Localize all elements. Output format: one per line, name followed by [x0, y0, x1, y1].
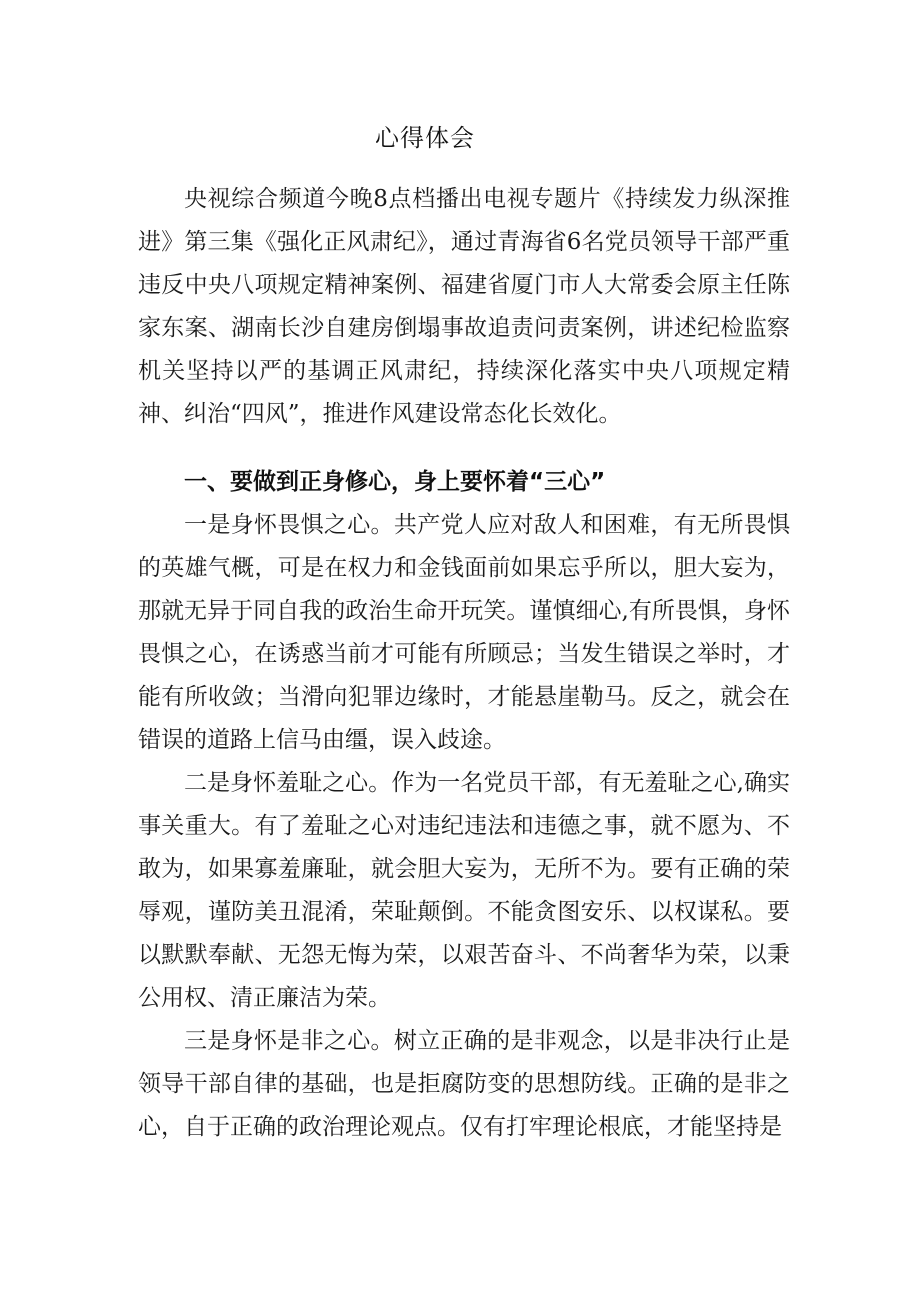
paragraph-right-wrong: 三是身怀是非之心。树立正确的是非观念，以是非决行止是领导干部自律的基础，也是拒腐防变的思想防线。正确的是非之心，自于正确的政治理论观点。仅有打牢理论根底，才能坚持是	[138, 1028, 790, 1140]
document-title: 心得体会	[375, 124, 475, 152]
section-heading: 一、要做到正身修心，身上要怀着“三心”	[184, 469, 606, 495]
paragraph-fear: 一是身怀畏惧之心。共产党人应对敌人和困难，有无所畏惧的英雄气概，可是在权力和金钱面前如果忘乎所以，胆大妄为，那就无异于同自我的政治生命开玩笑。谨慎细心,有所畏惧，身怀畏惧之心，在诱惑当前才可能有所顾忌；当发生错误之举时，才能有所收敛；当滑向犯罪边缘时，才能悬崖勒马。反之，就会在错误的道路上信马由缰，误入歧途。	[138, 512, 790, 753]
intro-paragraph: 央视综合频道今晚8点档播出电视专题片《持续发力纵深推进》第三集《强化正风肃纪》，通过青海省6名党员领导干部严重违反中央八项规定精神案例、福建省厦门市人大常委会原主任陈家东案、湖南长沙自建房倒塌事故追责问责案例，讲述纪检监察机关坚持以严的基调正风肃纪，持续深化落实中央八项规定精神、纠治“四风”，推进作风建设常态化长效化。	[138, 186, 790, 427]
paragraph-shame: 二是身怀羞耻之心。作为一名党员干部，有无羞耻之心,确实事关重大。有了羞耻之心对违纪违法和违德之事，就不愿为、不敢为，如果寡羞廉耻，就会胆大妄为，无所不为。要有正确的荣辱观，谨防美丑混淆，荣耻颠倒。不能贪图安乐、以权谋私。要以默默奉献、无怨无悔为荣，以艰苦奋斗、不尚奢华为荣，以秉公用权、清正廉洁为荣。	[138, 770, 790, 1011]
